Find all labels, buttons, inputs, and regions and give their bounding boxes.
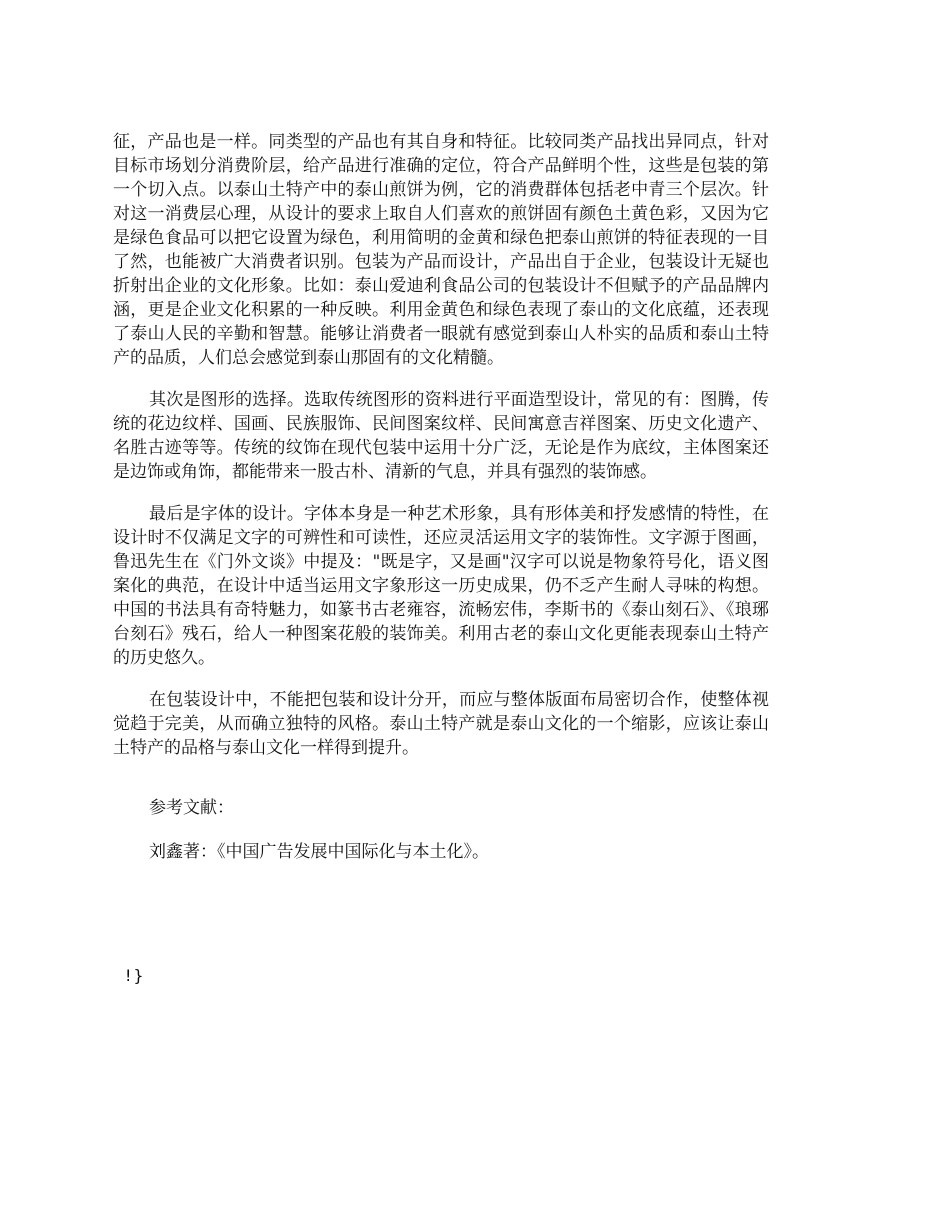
- paragraph-product-features: 征，产品也是一样。同类型的产品也有其自身和特征。比较同类产品找出异同点，针对目标市场划分消费阶层，给产品进行准确的定位，符合产品鲜明个性，这些是包装的第一个切入点。以泰山土特产中的泰山煎饼为例，它的消费群体包括老中青三个层次。针对这一消费层心理，从设计的要求上取自人们喜欢的煎饼固有颜色土黄色彩，又因为它是绿色食品可以把它设置为绿色，利用简明的金黄和绿色把泰山煎饼的特征表现的一目了然，也能被广大消费者识别。包装为产品而设计，产品出自于企业，包装设计无疑也折射出企业的文化形象。比如：泰山爱迪利食品公司的包装设计不但赋予的产品品牌内涵，更是企业文化积累的一种反映。利用金黄色和绿色表现了泰山的文化底蕴，还表现了泰山人民的辛勤和智慧。能够让消费者一眼就有感觉到泰山人朴实的品质和泰山土特产的品质，人们总会感觉到泰山那固有的文化精髓。: [113, 132, 769, 368]
- paragraph-packaging-conclusion: 在包装设计中，不能把包装和设计分开，而应与整体版面布局密切合作，使整体视觉趋于完美，从而确立独特的风格。泰山土特产就是泰山文化的一个缩影，应该让泰山土特产的品格与泰山文化一样得到提升。: [113, 690, 769, 758]
- reference-item: 刘鑫著：《中国广告发展中国际化与本土化》。: [149, 842, 489, 862]
- stray-mark: !}: [125, 966, 146, 985]
- document-body: [113, 130, 769, 884]
- references-heading: 参考文献：: [149, 798, 234, 818]
- paragraph-graphic-selection: 其次是图形的选择。选取传统图形的资料进行平面造型设计，常见的有：图腾，传统的花边纹样、国画、民族服饰、民间图案纹样、民间寓意吉祥图案、历史文化遗产、名胜古迹等等。传统的纹饰在现代包装中运用十分广泛，无论是作为底纹，主体图案还是边饰或角饰，都能带来一股古朴、清新的气息，并具有强烈的装饰感。: [113, 390, 769, 482]
- references-section: [113, 796, 769, 864]
- paragraph-font-design: 最后是字体的设计。字体本身是一种艺术形象，具有形体美和抒发感情的特性，在设计时不仅满足文字的可辨性和可读性，还应灵活运用文字的装饰性。文字源于图画，鲁迅先生在《门外文谈》中提及："既是字，又是画"汉字可以说是物象符号化，语义图案化的典范，在设计中适当运用文字象形这一历史成果，仍不乏产生耐人寻味的构想。中国的书法具有奇特魅力，如篆书古老雍容，流畅宏伟，李斯书的《泰山刻石》、《琅琊台刻石》残石，给人一种图案花般的装饰美。利用古老的泰山文化更能表现泰山土特产的历史悠久。: [113, 504, 769, 668]
